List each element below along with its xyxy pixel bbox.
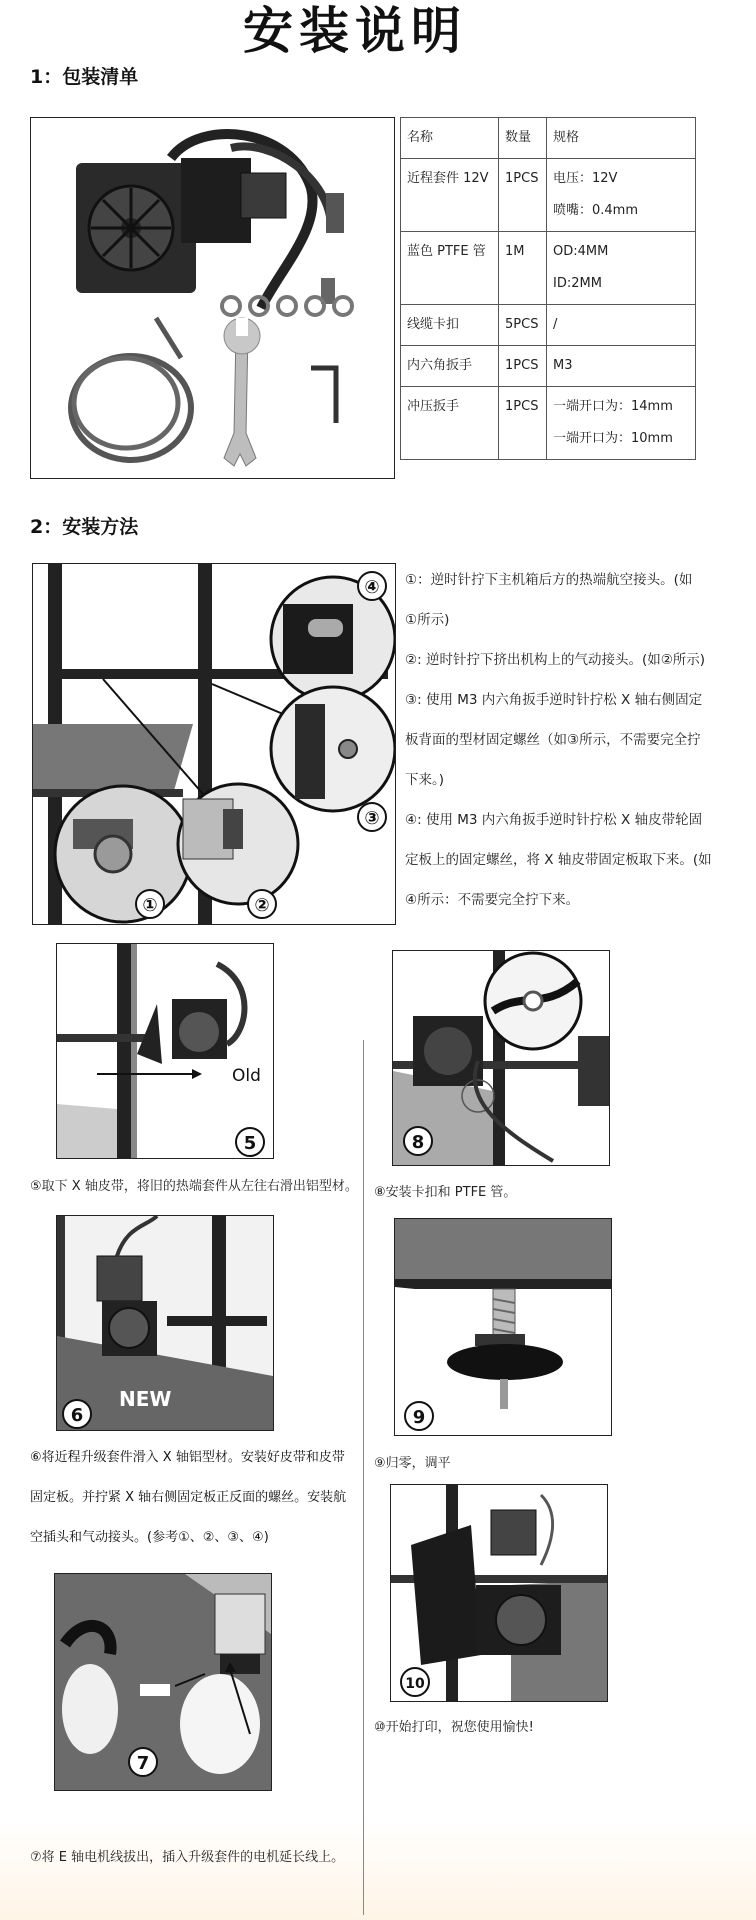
instruction-line: ④所示：不需要完全拧下来。 bbox=[405, 892, 580, 908]
instruction-line: ①：逆时针拧下主机箱后方的热端航空接头。(如 bbox=[405, 572, 693, 588]
step-8-caption: ⑧安装卡扣和 PTFE 管。 bbox=[374, 1185, 517, 1200]
instruction-line: 下来。) bbox=[405, 772, 445, 788]
step-5-badge: 5 bbox=[243, 1133, 257, 1154]
step-9-photo bbox=[394, 1218, 612, 1436]
callout-3: ③ bbox=[364, 808, 380, 829]
step-10-caption: ⑩开始打印，祝您使用愉快! bbox=[374, 1720, 534, 1735]
callout-2: ② bbox=[254, 895, 270, 916]
step-6-caption-line: 固定板。并拧紧 X 轴右侧固定板正反面的螺丝。安装航 bbox=[30, 1490, 347, 1505]
section-heading-install-method: 2：安装方法 bbox=[30, 516, 139, 538]
row-name: 线缆卡扣 bbox=[401, 305, 499, 346]
step-7-badge: 7 bbox=[136, 1753, 150, 1774]
instruction-line: 板背面的型材固定螺丝（如③所示，不需要完全拧 bbox=[405, 732, 701, 748]
row-qty: 1PCS bbox=[499, 159, 547, 232]
header-spec: 规格 bbox=[547, 118, 696, 159]
step-7-photo bbox=[54, 1573, 272, 1791]
instructions-text bbox=[405, 568, 745, 928]
instruction-line: ②: 逆时针拧下挤出机构上的气动接头。(如②所示) bbox=[405, 652, 706, 668]
row-name: 蓝色 PTFE 管 bbox=[401, 232, 499, 305]
package-contents-photo bbox=[30, 117, 395, 479]
step-5-photo bbox=[56, 943, 274, 1159]
row-name: 内六角扳手 bbox=[401, 346, 499, 387]
step-6-badge: 6 bbox=[70, 1405, 84, 1426]
row-spec: OD:4MM ID:2MM bbox=[547, 232, 696, 305]
instruction-line: 定板上的固定螺丝，将 X 轴皮带固定板取下来。(如 bbox=[405, 852, 712, 868]
callout-1: ① bbox=[142, 895, 158, 916]
step-6-caption bbox=[30, 1446, 346, 1566]
table-row bbox=[401, 232, 696, 305]
step-7-caption: ⑦将 E 轴电机线拔出，插入升级套件的电机延长线上。 bbox=[30, 1850, 345, 1865]
table-row bbox=[401, 305, 696, 346]
row-spec: 一端开口为：14mm 一端开口为：10mm bbox=[547, 387, 696, 460]
step-8-badge: 8 bbox=[411, 1132, 425, 1153]
table-row bbox=[401, 159, 696, 232]
old-label: Old bbox=[232, 1066, 261, 1086]
table-row bbox=[401, 387, 696, 460]
row-name: 冲压扳手 bbox=[401, 387, 499, 460]
row-spec: 电压：12V 喷嘴：0.4mm bbox=[547, 159, 696, 232]
spec-table bbox=[400, 117, 696, 460]
row-spec: M3 bbox=[547, 346, 696, 387]
section-heading-packing-list: 1：包装清单 bbox=[30, 66, 139, 88]
column-divider bbox=[363, 1040, 364, 1915]
step-9-badge: 9 bbox=[412, 1407, 426, 1428]
step-8-photo bbox=[392, 950, 610, 1166]
step-9-caption: ⑨归零，调平 bbox=[374, 1456, 451, 1471]
step-6-caption-line: ⑥将近程升级套件滑入 X 轴铝型材。安装好皮带和皮带 bbox=[30, 1450, 345, 1465]
instruction-line: ③: 使用 M3 内六角扳手逆时针拧松 X 轴右侧固定 bbox=[405, 692, 703, 708]
step-10-badge: 10 bbox=[405, 1676, 425, 1692]
page-title: 安装说明 bbox=[243, 1, 467, 60]
row-qty: 1PCS bbox=[499, 387, 547, 460]
instruction-line: ④: 使用 M3 内六角扳手逆时针拧松 X 轴皮带轮固 bbox=[405, 812, 703, 828]
overview-photo bbox=[32, 563, 396, 925]
row-qty: 1PCS bbox=[499, 346, 547, 387]
row-spec: / bbox=[547, 305, 696, 346]
row-qty: 1M bbox=[499, 232, 547, 305]
header-qty: 数量 bbox=[499, 118, 547, 159]
header-name: 名称 bbox=[401, 118, 499, 159]
new-label: NEW bbox=[119, 1387, 172, 1411]
callout-4: ④ bbox=[364, 577, 380, 598]
spec-table-header bbox=[401, 118, 696, 159]
table-row bbox=[401, 346, 696, 387]
step-6-caption-line: 空插头和气动接头。(参考①、②、③、④) bbox=[30, 1530, 269, 1545]
step-6-photo bbox=[56, 1215, 274, 1431]
step-5-caption: ⑤取下 X 轴皮带，将旧的热端套件从左往右滑出铝型材。 bbox=[30, 1179, 358, 1194]
row-name: 近程套件 12V bbox=[401, 159, 499, 232]
row-qty: 5PCS bbox=[499, 305, 547, 346]
step-10-photo bbox=[390, 1484, 608, 1702]
instruction-line: ①所示) bbox=[405, 612, 450, 628]
